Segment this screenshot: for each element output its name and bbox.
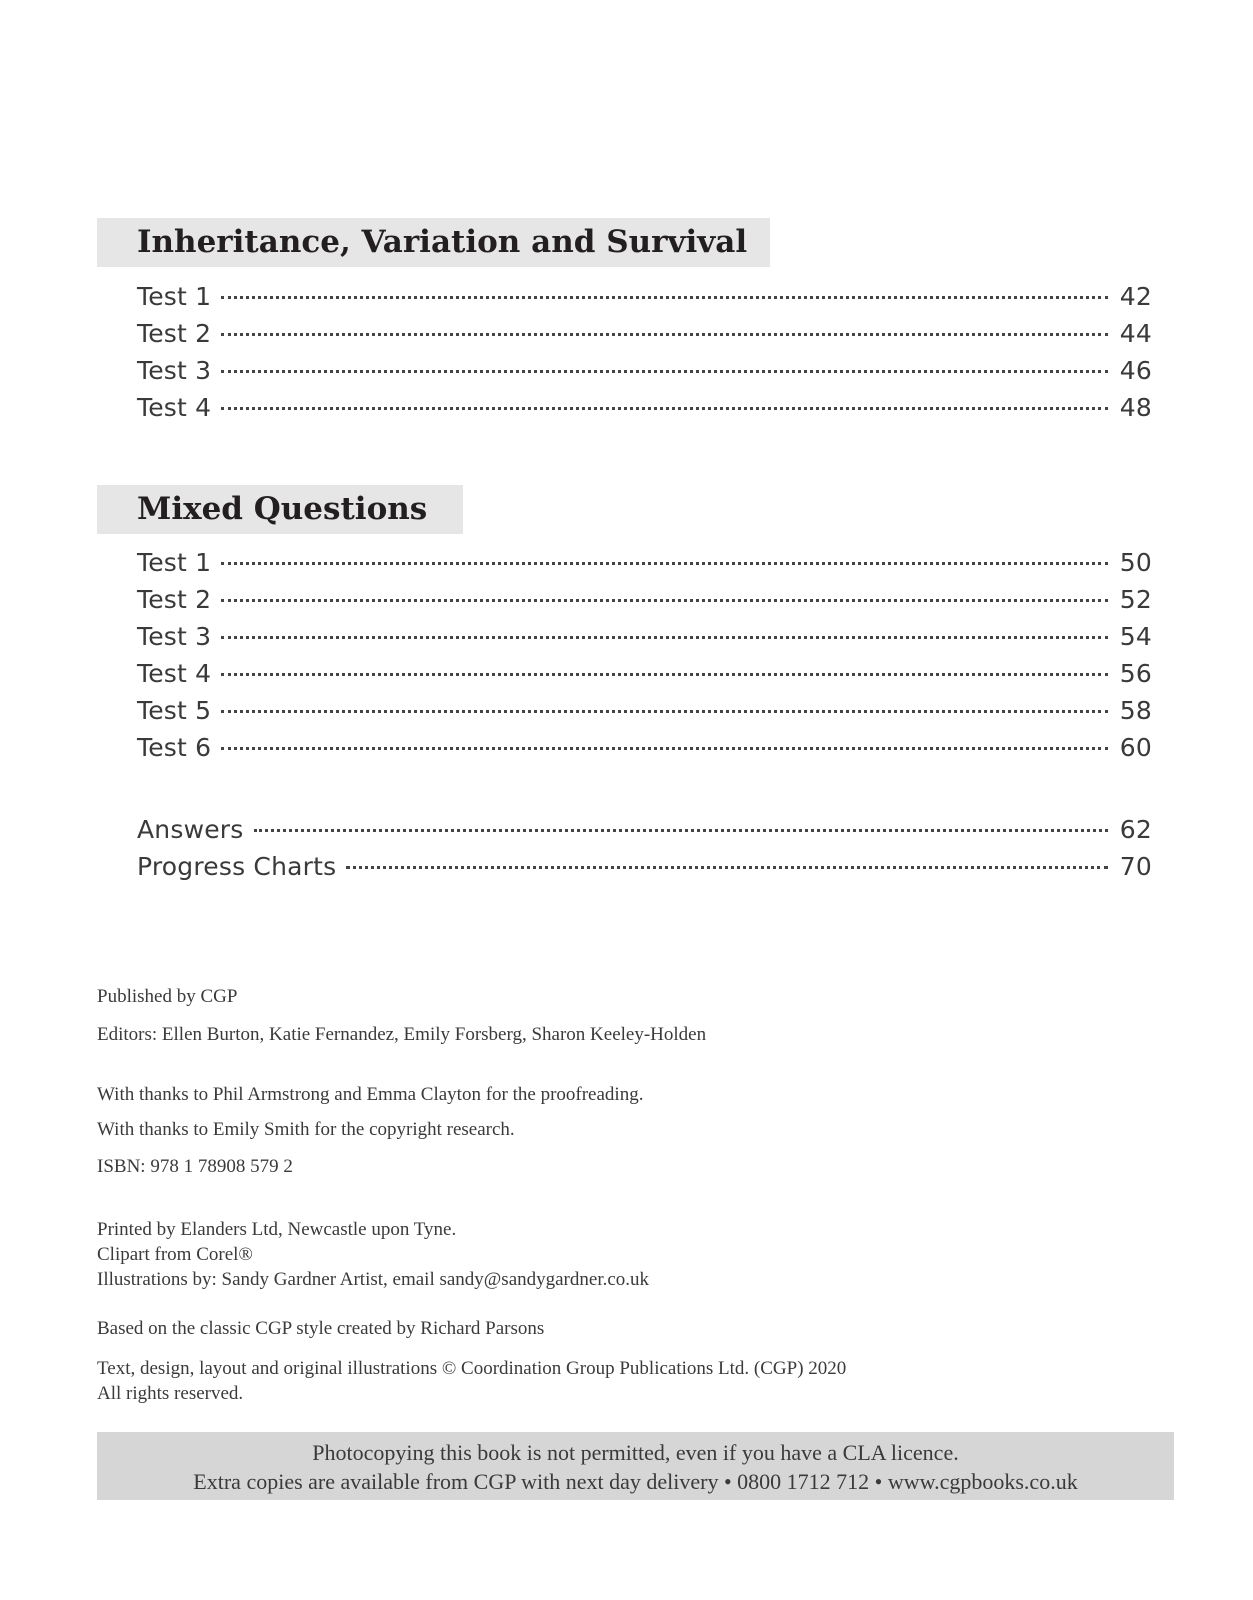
editors-text: Editors: Ellen Burton, Katie Fernandez, Emily Forsberg, Sharon Keeley-Holden <box>97 1024 707 1045</box>
toc-entry-label: Test 1 <box>137 282 212 311</box>
credits-thanks-proofreading <box>97 1082 1157 1107</box>
toc-entry-progress-charts[interactable] <box>137 852 1152 889</box>
toc-entry-label: Test 4 <box>137 659 212 688</box>
credits-published <box>97 984 1157 1009</box>
credits-editors <box>97 1022 1157 1047</box>
toc-entry-label: Answers <box>137 815 244 844</box>
isbn-text: ISBN: 978 1 78908 579 2 <box>97 1156 293 1177</box>
toc-entry-page: 60 <box>1119 733 1152 762</box>
toc-entry-label: Test 6 <box>137 733 212 762</box>
toc-entry[interactable] <box>137 659 1152 696</box>
toc-entry[interactable] <box>137 282 1152 319</box>
toc-leader-dots <box>221 370 1107 373</box>
toc-entry-page: 56 <box>1119 659 1152 688</box>
printed-by-text: Printed by Elanders Ltd, Newcastle upon Tyne. <box>97 1219 457 1240</box>
toc-leader-dots <box>221 562 1107 565</box>
toc-entry-label: Test 2 <box>137 585 212 614</box>
toc-entry-label: Progress Charts <box>137 852 337 881</box>
toc-entry[interactable] <box>137 585 1152 622</box>
thanks-copyright-text: With thanks to Emily Smith for the copyright research. <box>97 1119 515 1140</box>
toc-list-mixed-questions <box>137 548 1152 770</box>
toc-entry-page: 50 <box>1119 548 1152 577</box>
toc-leader-dots <box>221 296 1107 299</box>
toc-entry[interactable] <box>137 548 1152 585</box>
toc-entry-label: Test 3 <box>137 356 212 385</box>
toc-entry-answers[interactable] <box>137 815 1152 852</box>
toc-entry-label: Test 2 <box>137 319 212 348</box>
toc-leader-dots <box>221 673 1107 676</box>
toc-entry-page: 62 <box>1119 815 1152 844</box>
published-by-text: Published by CGP <box>97 986 238 1007</box>
clipart-text: Clipart from Corel® <box>97 1244 253 1265</box>
section-heading-mixed-questions: Mixed Questions <box>97 485 463 534</box>
section-heading-inheritance: Inheritance, Variation and Survival <box>97 218 770 267</box>
toc-leader-dots <box>221 710 1107 713</box>
credits-copyright <box>97 1356 1157 1406</box>
toc-entry-label: Test 4 <box>137 393 212 422</box>
toc-entry-page: 46 <box>1119 356 1152 385</box>
based-on-text: Based on the classic CGP style created by Richard Parsons <box>97 1318 545 1339</box>
toc-entry-page: 54 <box>1119 622 1152 651</box>
toc-entry-page: 42 <box>1119 282 1152 311</box>
toc-entry-label: Test 3 <box>137 622 212 651</box>
toc-entry-page: 48 <box>1119 393 1152 422</box>
toc-entry-page: 70 <box>1119 852 1152 881</box>
toc-list-extras <box>137 815 1152 889</box>
credits-isbn <box>97 1154 1157 1179</box>
copyright-text: Text, design, layout and original illustrations © Coordination Group Publications Ltd. (CGP) 2020 <box>97 1358 847 1379</box>
thanks-proofreading-text: With thanks to Phil Armstrong and Emma Clayton for the proofreading. <box>97 1084 644 1105</box>
photocopy-notice-box <box>97 1432 1174 1500</box>
toc-entry[interactable] <box>137 622 1152 659</box>
toc-leader-dots <box>221 407 1107 410</box>
toc-list-inheritance <box>137 282 1152 430</box>
toc-entry-page: 58 <box>1119 696 1152 725</box>
toc-leader-dots <box>221 333 1107 336</box>
photocopy-notice-line1: Photocopying this book is not permitted, even if you have a CLA licence. <box>312 1440 959 1465</box>
toc-leader-dots <box>346 866 1107 869</box>
credits-based-on <box>97 1316 1157 1341</box>
toc-leader-dots <box>221 747 1107 750</box>
rights-text: All rights reserved. <box>97 1383 244 1404</box>
credits-printing <box>97 1217 1157 1292</box>
toc-entry-page: 44 <box>1119 319 1152 348</box>
credits-thanks-copyright <box>97 1117 1157 1142</box>
toc-entry[interactable] <box>137 696 1152 733</box>
photocopy-notice-line2: Extra copies are available from CGP with next day delivery • 0800 1712 712 • www.cgpbooks.co.uk <box>193 1469 1078 1494</box>
toc-leader-dots <box>254 829 1108 832</box>
toc-entry-label: Test 5 <box>137 696 212 725</box>
toc-entry[interactable] <box>137 733 1152 770</box>
toc-entry[interactable] <box>137 356 1152 393</box>
toc-entry[interactable] <box>137 393 1152 430</box>
toc-entry-page: 52 <box>1119 585 1152 614</box>
toc-leader-dots <box>221 636 1107 639</box>
illustrations-text: Illustrations by: Sandy Gardner Artist, email sandy@sandygardner.co.uk <box>97 1269 650 1290</box>
toc-entry[interactable] <box>137 319 1152 356</box>
toc-leader-dots <box>221 599 1107 602</box>
toc-entry-label: Test 1 <box>137 548 212 577</box>
